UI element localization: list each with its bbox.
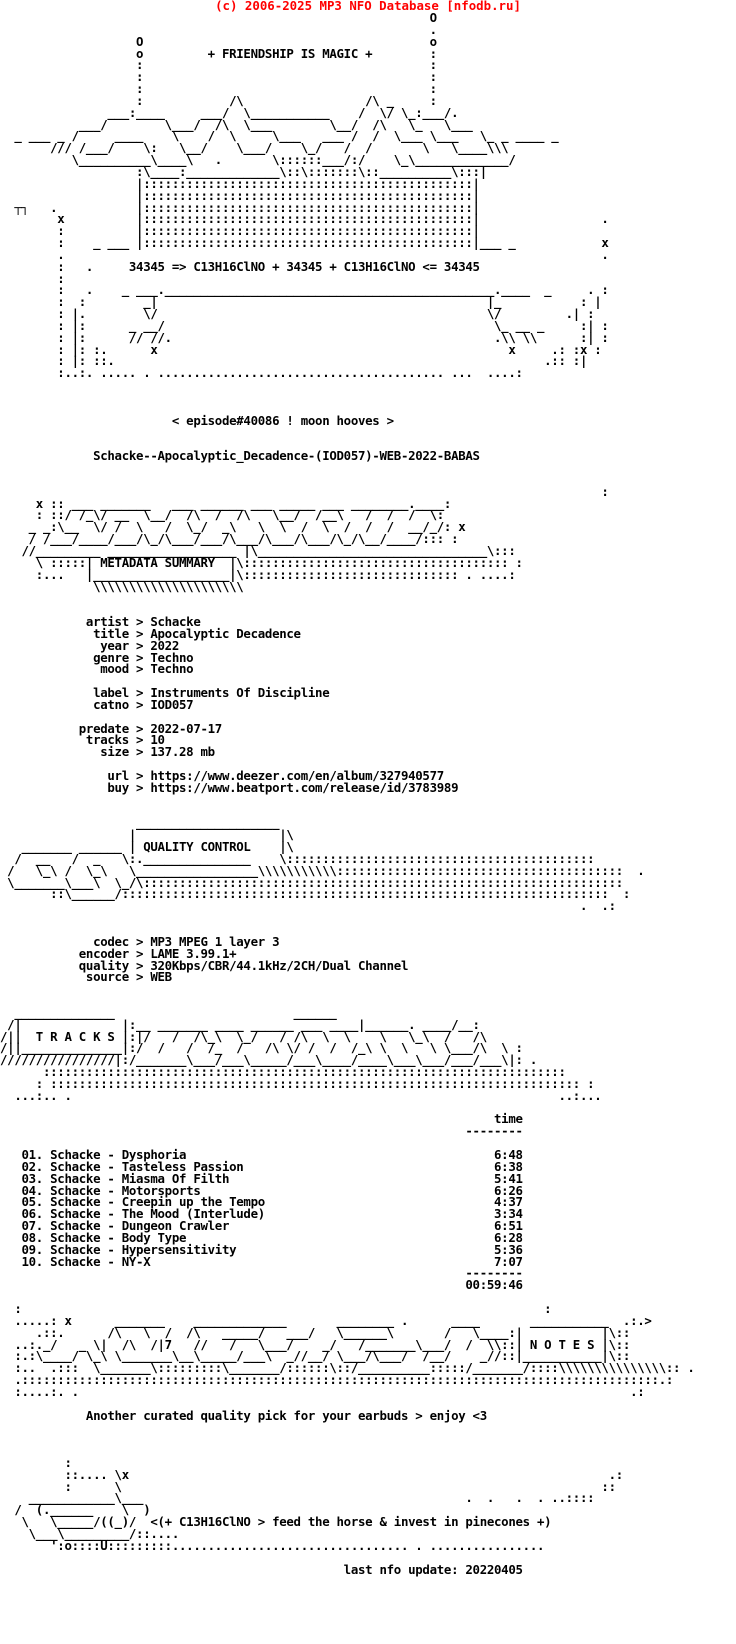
nfo-text: O . O o o + FRIENDSHIP IS MAGIC + : : : : : : : : /\ /\ _ : ___:____ ___/ \___________ / \/ \_:___/. ___/ \___/ /\ \___ \__/ /\ \_ \___ _ ___ _ / ____ \ / \ \___ ___ / / \___ \___ \_ _ ____ _ /// /___/ \: \__/ \___/ \_/ / / \ \____\\\ \__________\____\ . \::::::___/:/ \_\_____________/ :\____:_____________\::\:::::::\::__________\:::| |::::::::::::::::::::::::::::::::::::::::::::::| |::::::::::::::::::::::::::::::::::::::::::::::| ┬┐ . |::::::::::::::::::::::::::::::::::::::::::::::| x |::::::::::::::::::::::::::::::::::::::::::::::| . : |::::::::::::::::::::::::::::::::::::::::::::::| : _ ___ |::::::::::::::::::::::::::::::::::::::::::::::|___ _ x . . : . 34345 => C13H16ClNO + 34345 + C13H16ClNO <= 34345 : : . _ ___.______________________________________________.____ _ . : : : _| |_ : | : |. \/ \/ .| : : |: _ __/ \_ __ _ :| : : |: // //. .\\ \\ :| : : |: :. x x .: :x : : |: ::. .:: :| :..:. ..... . ........................................ ... ....: < episode#40086 ! moon hooves > Schacke--Apocalyptic_Decadence-(IOD057)-WEB-2022-BABAS : x :: ___ _______ ___ ______ ___ _____ ___ ________.____: : ::/ /_\/ __ \__/ /\ / /\ \__/ /__\ / / / \: _ _:\__ \/ / \ / \_/ _\ \ \ / \ / / / __/_/: x / /___/____/___/\_/\___/___/\___/\___/\___/\_/\__/____/::: : //_________ __________________ |\________________________________\::: \ :::::| METADATA SUMMARY |\::::::::::::::::::::::::::::::::::::: : :... |___________________|\:::::::::::::::::::::::::::::: . ....: \\\\\\\\\\\\\\\\\\\\\ artist > Schacke title > Apocalyptic Decadence year > 2022 genre > Techno mood > Techno label > Instruments Of Discipline catno > IOD057 predate > 2022-07-17 tracks > 10 size > 137.28 mb url > https://www.deezer.com/en/album/327940577 buy > https://www.beatport.com/release/id/3783989 ____________________ | |\ _______ ______ | QUALITY CONTROL |\ / __ / _ \:._______________ \::::::::::::::::::::::::::::::::::::::::::: / \_\ / \_\ \_________________\\\\\\\\\\\:::::::::::::::::::::::::::::::::::::::: . \_______\___\ \_/\::::::::::::::::::::::::::::::::::::::::::::::::::::::::::::::::::: ::\______/:::::::::::::::::::::::::::::::::::::::::::::::::::::::::::::::::::: : . .: codec > MP3 MPEG 1 layer 3 encoder > LAME 3.99.1+ quality > 320Kbps/CBR/44.1kHz/2CH/Dual Channel source > WEB ______________ ______ /| |:__ _______ ____ ______ ___ ____|______. ____/__: /|| T R A C K S |:|/ / /\_\ \_/ / /\ \ \ \ \_\ / /\ /||______________|:/ / / /_ / /\ \/ / / /_\ \ \ \ \___/\ \ : ////////////////|:/_______\___/___\_____/___\____/____\___\___/___/___\|: . ::::::::::::::::::::::::::::::::::::::::::::::::::::::::::::::::::::::::: : :::::::::::::::::::::::::::::::::::::::::::::::::::::::::::::::::::::::::: : ...:.. . ..:... time -------- 01. Schacke - Dysphoria 6:48 02. Schacke - Tasteless Passion 6:38 03. Schacke - Miasma Of Filth 5:41 04. Schacke - Motorsports 6:26 05. Schacke - Creepin up the Tempo 4:37 06. Schacke - The Mood (Interlude) 3:34 07. Schacke - Dungeon Crawler 6:51 08. Schacke - Body Type 6:28 09. Schacke - Hypersensitivity 5:36 10. Schacke - NY-X 7:07 -------- 00:59:46 : : .....: x _______ _____________ ________ . ____ ___________ .:.> .::. /\ \ / /\ _____/ ___/ \______\ / \____:| |\:: ..:._/ _ \| /\ /|7 // / \___/ _/ /_______\___/ / \\::| N O T E S |\:: :.:\____/ \_\ \_______\__\_____/___\ _//__/ \___/\___/ /__/ _//::|___________|\:: :.. .::: \_______\:::::::::\_______/::::::\::/__________:::::/_______/::::\\\\\\\\\\\\\\\:: . .:::::::::::::::::::::::::::::::::::::::::::::::::::::::::::::::::::::::::::::::::::::::::.: :....:. . .: Another curated quality pick for your earbuds > enjoy <3 : ::.... \x .: : \ :: ____________\___ . . . . ..:::: / (.______ \ ) \ \_____/((_)/ <(+ C13H16ClNO > feed the horse & invest in pinecones +) \___\_________/::.... ':o::::U:::::::::................................. . ................ last nfo update: 20220405	[0, 10, 695, 1577]
site-banner[interactable]: (c) 2006-2025 MP3 NFO Database [nfodb.ru]	[215, 0, 521, 13]
